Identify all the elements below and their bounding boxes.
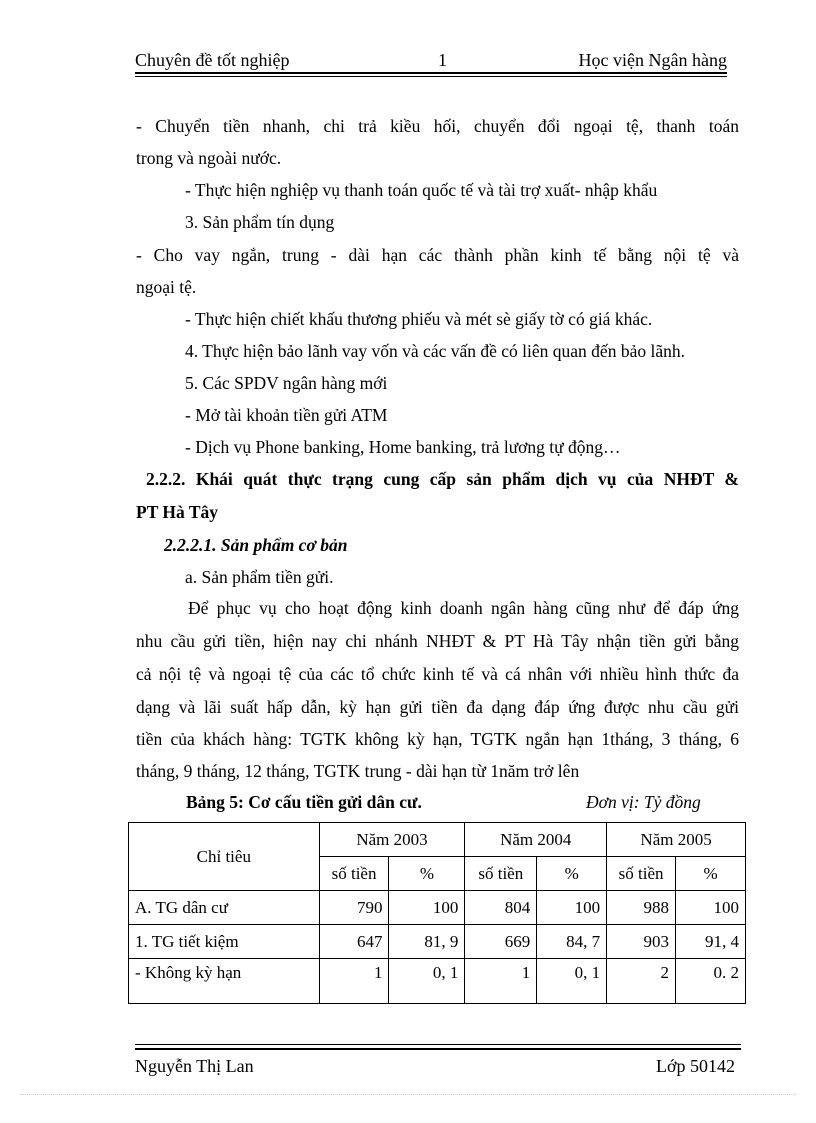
table-row (129, 959, 746, 1004)
subsection-heading-2-2-2-1: 2.2.2.1. Sản phẩm cơ bản (164, 535, 348, 555)
page-footer (135, 1044, 741, 1084)
subheader-percent: % (389, 857, 465, 891)
table-unit: Đơn vị: Tỷ đồng (586, 792, 701, 812)
table-caption: Bảng 5: Cơ cấu tiền gửi dân cư. (186, 792, 422, 812)
header-cell-year-2003: Năm 2003 (319, 823, 465, 857)
subheader-percent: % (537, 857, 607, 891)
header-cell-year-2004: Năm 2004 (465, 823, 607, 857)
cell-value: 790 (319, 891, 389, 925)
page-bottom-edge (20, 1094, 796, 1095)
cell-value: 0, 1 (537, 959, 607, 1004)
cell-value: 0. 2 (676, 959, 746, 1004)
paragraph-line-2: nhu cầu gửi tiền, hiện nay chi nhánh NHĐT & PT Hà Tây nhận tiền gửi bằng (136, 631, 739, 651)
cell-value: 91, 4 (676, 925, 746, 959)
deposit-structure-table (128, 822, 746, 1004)
header-rule-thin (135, 76, 727, 77)
body-line-1: - Chuyển tiền nhanh, chi trả kiều hối, chuyển đổi ngoại tệ, thanh toán (136, 116, 739, 136)
cell-value: 1 (465, 959, 537, 1004)
footer-author: Nguyễn Thị Lan (135, 1056, 254, 1076)
row-label: - Không kỳ hạn (129, 959, 320, 1004)
body-line-9: 5. Các SPDV ngân hàng mới (185, 373, 388, 393)
body-line-6: ngoại tệ. (136, 277, 197, 297)
subheader-amount: số tiền (465, 857, 537, 891)
body-line-8: 4. Thực hiện bảo lãnh vay vốn và các vấn đề có liên quan đến bảo lãnh. (185, 341, 685, 361)
footer-rule-thin (135, 1044, 741, 1045)
cell-value: 988 (607, 891, 676, 925)
cell-value: 2 (607, 959, 676, 1004)
paragraph-line-5: tiền của khách hàng: TGTK không kỳ hạn, TGTK ngắn hạn 1tháng, 3 tháng, 6 (136, 729, 739, 749)
cell-value: 1 (319, 959, 389, 1004)
page-header (135, 48, 727, 74)
cell-value: 84, 7 (537, 925, 607, 959)
header-rule-thick (135, 72, 727, 74)
body-line-2: trong và ngoài nước. (136, 148, 282, 168)
body-line-3: - Thực hiện nghiệp vụ thanh toán quốc tế và tài trợ xuất- nhập khẩu (185, 180, 658, 200)
body-line-4: 3. Sản phẩm tín dụng (185, 212, 335, 232)
header-institution: Học viện Ngân hàng (578, 50, 727, 70)
cell-value: 81, 9 (389, 925, 465, 959)
subheader-amount: số tiền (319, 857, 389, 891)
header-cell-year-2005: Năm 2005 (607, 823, 746, 857)
paragraph-line-6: tháng, 9 tháng, 12 tháng, TGTK trung - dài hạn từ 1năm trở lên (136, 761, 580, 781)
subheader-amount: số tiền (607, 857, 676, 891)
footer-rule-thick (135, 1048, 741, 1050)
body-line-10: - Mở tài khoản tiền gửi ATM (185, 405, 388, 425)
table-header-row (129, 823, 746, 857)
cell-value: 100 (537, 891, 607, 925)
cell-value: 100 (676, 891, 746, 925)
header-cell-indicator: Chỉ tiêu (129, 823, 320, 891)
cell-value: 804 (465, 891, 537, 925)
cell-value: 100 (389, 891, 465, 925)
footer-class: Lớp 50142 (655, 1056, 735, 1076)
cell-value: 903 (607, 925, 676, 959)
row-label: A. TG dân cư (129, 891, 320, 925)
table-row (129, 925, 746, 959)
cell-value: 669 (465, 925, 537, 959)
table-row (129, 891, 746, 925)
paragraph-line-3: cả nội tệ và ngoại tệ của các tổ chức kinh tế và cá nhân với nhiều hình thức đa (136, 664, 739, 684)
paragraph-line-4: dạng và lãi suất hấp dẫn, kỳ hạn gửi tiền đa dạng đáp ứng được nhu cầu gửi (136, 697, 739, 717)
section-heading-2-2-2: 2.2.2. Khái quát thực trạng cung cấp sản phẩm dịch vụ của NHĐT & (146, 469, 739, 489)
subheader-percent: % (676, 857, 746, 891)
cell-value: 0, 1 (389, 959, 465, 1004)
body-line-5: - Cho vay ngắn, trung - dài hạn các thành phần kinh tế bằng nội tệ và (136, 245, 739, 265)
body-line-7: - Thực hiện chiết khấu thương phiếu và mét sè giấy tờ có giá khác. (185, 309, 653, 329)
row-label: 1. TG tiết kiệm (129, 925, 320, 959)
body-line-12: a. Sản phẩm tiền gửi. (185, 567, 334, 587)
header-page-number: 1 (438, 50, 447, 70)
section-heading-2-2-2-cont: PT Hà Tây (136, 502, 219, 522)
body-line-11: - Dịch vụ Phone banking, Home banking, trả lương tự động… (185, 437, 621, 457)
header-document-type: Chuyên đề tốt nghiệp (135, 50, 290, 70)
cell-value: 647 (319, 925, 389, 959)
paragraph-line-1: Để phục vụ cho hoạt động kinh doanh ngân hàng cũng như để đáp ứng (188, 598, 739, 618)
